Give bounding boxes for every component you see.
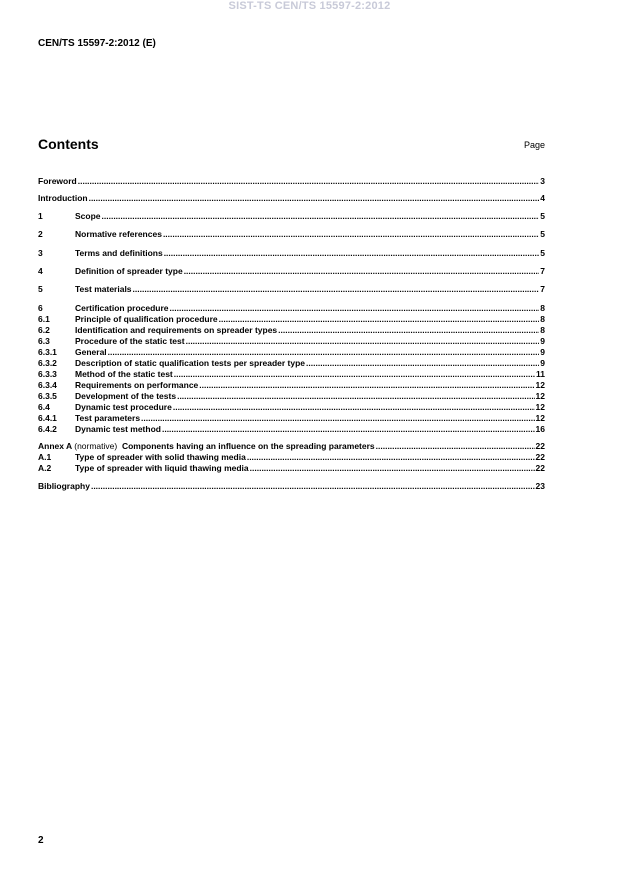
toc-entry-title: Development of the tests — [75, 391, 177, 401]
toc-entry-6-1[interactable] — [38, 314, 545, 325]
toc-entry-number: 6.3.1 — [38, 347, 57, 357]
toc-entry-bibliography[interactable] — [38, 481, 545, 492]
toc-entry-page: 8 — [540, 303, 545, 313]
toc-entry-page: 9 — [540, 347, 545, 357]
toc-entry-title: Test parameters — [75, 413, 141, 423]
document-id-header: CEN/TS 15597-2:2012 (E) — [38, 38, 156, 49]
toc-entry-6-4-2[interactable] — [38, 424, 545, 435]
toc-entry-number: 3 — [38, 248, 43, 258]
toc-entry-page: 22 — [535, 463, 545, 473]
toc-entry-page: 11 — [536, 369, 545, 379]
toc-entry-6-4-1[interactable] — [38, 413, 545, 424]
toc-entry-title: General — [75, 347, 107, 357]
toc-entry-6-3-2[interactable] — [38, 358, 545, 369]
toc-entry-title: Identification and requirements on spreader types — [75, 325, 278, 335]
toc-entry-page: 9 — [540, 358, 545, 368]
toc-entry-title: Procedure of the static test — [75, 336, 185, 346]
toc-entry-6-3[interactable] — [38, 336, 545, 347]
toc-entry-title: Description of static qualification tests per spreader type — [75, 358, 306, 368]
toc-entry-page: 12 — [535, 402, 545, 412]
toc-entry-number: 6.3.5 — [38, 391, 57, 401]
toc-entry-number: 6.2 — [38, 325, 50, 335]
toc-entry-title: Dynamic test method — [75, 424, 161, 434]
toc-entry-number: 6.4 — [38, 402, 50, 412]
watermark: SIST-TS CEN/TS 15597-2:2012 — [228, 0, 391, 12]
toc-entry-terms-and-definitions[interactable] — [38, 248, 545, 259]
toc-entry-page: 16 — [535, 424, 545, 434]
contents-title: Contents — [38, 136, 99, 152]
toc-entry-title: Terms and definitions — [75, 248, 163, 258]
toc-entry-a-1[interactable] — [38, 452, 545, 463]
toc-entry-certification-procedure[interactable] — [38, 303, 545, 314]
toc-entry-introduction[interactable] — [38, 193, 545, 204]
toc-entry-number: A.1 — [38, 452, 52, 462]
toc-entry-page: 12 — [535, 391, 545, 401]
toc-entry-page: 3 — [540, 176, 545, 186]
toc-entry-number: 6 — [38, 303, 43, 313]
toc-entry-title: Annex A (normative) Components having an influence on the spreading parameters — [38, 441, 375, 451]
toc-entry-page: 5 — [540, 229, 545, 239]
toc-entry-6-3-5[interactable] — [38, 391, 545, 402]
toc-entry-normative-references[interactable] — [38, 229, 545, 240]
toc-entry-test-materials[interactable] — [38, 284, 545, 295]
toc-entry-foreword[interactable] — [38, 176, 545, 187]
toc-entry-a-2[interactable] — [38, 463, 545, 474]
toc-entry-page: 8 — [540, 314, 545, 324]
toc-entry-number: 6.3 — [38, 336, 50, 346]
toc-entry-title: Method of the static test — [75, 369, 173, 379]
toc-entry-annex-type: (normative) — [74, 441, 118, 451]
toc-entry-page: 22 — [535, 452, 545, 462]
toc-entry-scope[interactable] — [38, 211, 545, 222]
toc-entry-6-3-3[interactable] — [38, 369, 545, 380]
toc-entry-number: A.2 — [38, 463, 52, 473]
toc-entry-title: Definition of spreader type — [75, 266, 183, 276]
toc-entry-page: 5 — [540, 248, 545, 258]
toc-entry-title: Principle of qualification procedure — [75, 314, 218, 324]
toc-entry-page: 8 — [540, 325, 545, 335]
toc-entry-page: 12 — [535, 380, 545, 390]
toc-entry-page: 7 — [540, 266, 545, 276]
toc-entry-page: 4 — [540, 193, 545, 203]
toc-entry-title: Type of spreader with liquid thawing media — [75, 463, 249, 473]
toc-entry-number: 6.3.2 — [38, 358, 57, 368]
toc-entry-definition-of-spreader-type[interactable] — [38, 266, 545, 277]
toc-entry-title: Scope — [75, 211, 101, 221]
toc-entry-number: 6.1 — [38, 314, 50, 324]
toc-entry-number: 6.4.1 — [38, 413, 57, 423]
toc-entry-page: 12 — [535, 413, 545, 423]
toc-entry-6-3-4[interactable] — [38, 380, 545, 391]
toc-entry-title: Normative references — [75, 229, 162, 239]
page-column-label: Page — [523, 140, 545, 150]
toc-entry-title: Dynamic test procedure — [75, 402, 172, 412]
page-number: 2 — [38, 835, 44, 846]
toc-entry-title: Type of spreader with solid thawing media — [75, 452, 246, 462]
toc-entry-page: 7 — [540, 284, 545, 294]
toc-entry-6-3-1[interactable] — [38, 347, 545, 358]
toc-entry-title: Bibliography — [38, 481, 90, 491]
toc-entry-number: 2 — [38, 229, 43, 239]
toc-entry-title: Certification procedure — [75, 303, 169, 313]
toc-entry-page: 22 — [535, 441, 545, 451]
toc-entry-6-2[interactable] — [38, 325, 545, 336]
toc-entry-title: Foreword — [38, 176, 77, 186]
toc-entry-title: Test materials — [75, 284, 132, 294]
toc-entry-number: 1 — [38, 211, 43, 221]
toc-entry-number: 6.3.4 — [38, 380, 57, 390]
toc-entry-page: 5 — [540, 211, 545, 221]
toc-entry-number: 6.4.2 — [38, 424, 57, 434]
toc-entry-number: 6.3.3 — [38, 369, 57, 379]
toc-entry-annex-a[interactable] — [38, 441, 545, 452]
toc-entry-page: 23 — [535, 481, 545, 491]
toc-entry-number: 5 — [38, 284, 43, 294]
toc-entry-6-4[interactable] — [38, 402, 545, 413]
toc-entry-number: 4 — [38, 266, 43, 276]
toc-entry-title: Requirements on performance — [75, 380, 199, 390]
toc-entry-page: 9 — [540, 336, 545, 346]
toc-entry-title: Introduction — [38, 193, 88, 203]
